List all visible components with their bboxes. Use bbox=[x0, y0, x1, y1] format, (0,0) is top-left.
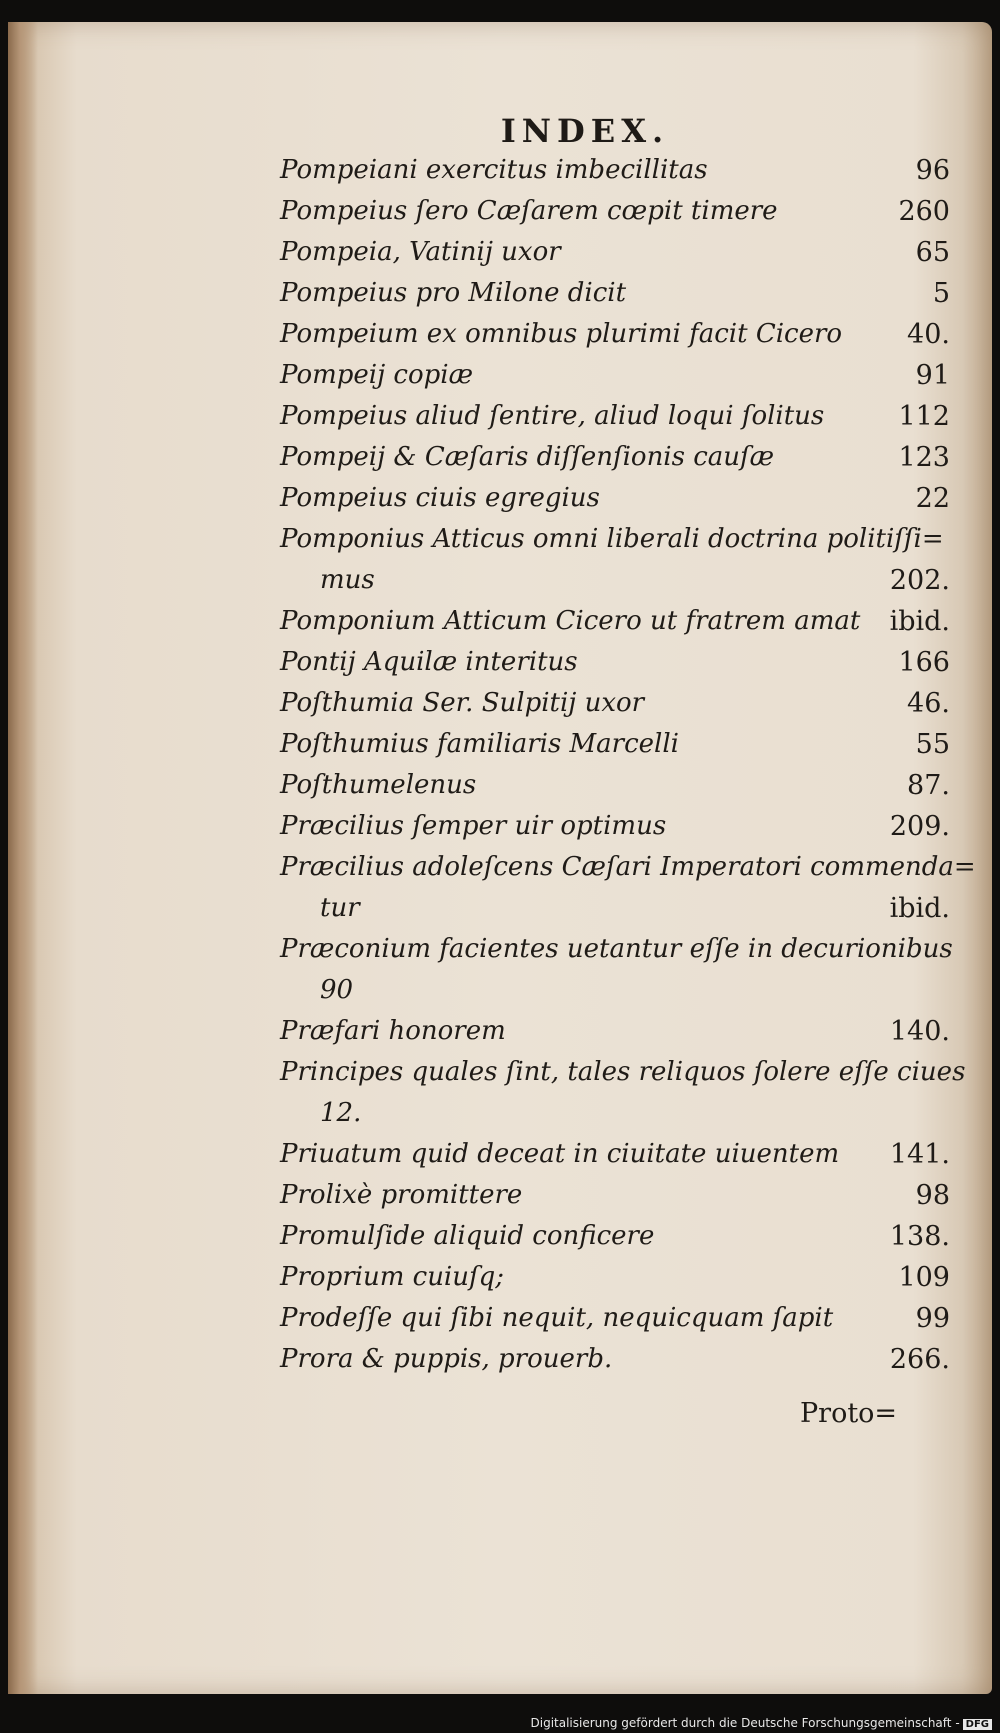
entry-text: Pompeiani exercitus imbecillitas bbox=[280, 155, 708, 185]
entry-text: Præcilius ſemper uir optimus bbox=[280, 811, 667, 841]
entry-text: Pompeius ciuis egregius bbox=[280, 483, 600, 513]
index-entry bbox=[280, 847, 976, 888]
dfg-logo: DFG bbox=[963, 1719, 992, 1730]
entry-page-number: 99 bbox=[915, 1303, 950, 1334]
entry-page-number: 40. bbox=[907, 319, 950, 350]
entry-page-number: 55 bbox=[915, 729, 950, 760]
entry-page-number: ibid. bbox=[889, 893, 950, 924]
digitization-credit bbox=[531, 1716, 993, 1730]
entry-text: Pomponium Atticum Cicero ut fratrem amat bbox=[280, 606, 861, 636]
entry-page-number: 202. bbox=[889, 565, 950, 596]
entry-text: Pompeius aliud ſentire, aliud loqui ſolitus bbox=[280, 401, 825, 431]
entry-text: mus bbox=[320, 565, 375, 595]
entry-page-number: 140. bbox=[889, 1016, 950, 1047]
index-entry bbox=[280, 765, 950, 806]
entry-text: Præfari honorem bbox=[280, 1016, 506, 1046]
entry-text: Promulſide aliquid conficere bbox=[280, 1221, 655, 1251]
entry-page-number: 112 bbox=[898, 401, 950, 432]
entry-text: Priuatum quid deceat in ciuitate uiuentem bbox=[280, 1139, 840, 1169]
index-entry bbox=[280, 806, 950, 847]
entry-text: Prora & puppis, prouerb. bbox=[280, 1344, 613, 1374]
entry-page-number: 46. bbox=[907, 688, 950, 719]
index-entry bbox=[280, 355, 950, 396]
page-title: INDEX. bbox=[500, 112, 670, 150]
entry-page-number: 123 bbox=[898, 442, 950, 473]
entry-text: Poſthumia Ser. Sulpitij uxor bbox=[280, 688, 645, 718]
index-entry bbox=[280, 437, 950, 478]
index-entry bbox=[280, 724, 950, 765]
entry-page-number: 5 bbox=[932, 278, 950, 309]
page-gutter bbox=[8, 22, 38, 1694]
entry-text: Præconium facientes uetantur eſſe in decurionibus bbox=[280, 934, 953, 964]
index-entry bbox=[280, 1011, 950, 1052]
entry-text: Pontij Aquilæ interitus bbox=[280, 647, 578, 677]
index-entry bbox=[280, 1257, 950, 1298]
index-entry bbox=[280, 601, 950, 642]
entry-text: Pompeium ex omnibus plurimi facit Cicero bbox=[280, 319, 843, 349]
entry-text: Pompeij & Cæſaris diſſenſionis cauſæ bbox=[280, 442, 775, 472]
index-entry bbox=[280, 1298, 950, 1339]
index-entry bbox=[280, 478, 950, 519]
entry-text: Principes quales ſint, tales reliquos ſolere eſſe ciues bbox=[280, 1057, 966, 1087]
entry-text: tur bbox=[320, 893, 360, 923]
entry-page-number: ibid. bbox=[889, 606, 950, 637]
entry-text: 90 bbox=[320, 975, 354, 1005]
index-entry bbox=[280, 1339, 950, 1380]
entry-text: Pompeia, Vatinij uxor bbox=[280, 237, 561, 267]
index-entry bbox=[280, 888, 950, 929]
entry-text: Prodeſſe qui ſibi nequit, nequicquam ſapit bbox=[280, 1303, 834, 1333]
index-entry bbox=[280, 1134, 950, 1175]
entry-text: Pompeij copiæ bbox=[280, 360, 474, 390]
credit-text: Digitalisierung gefördert durch die Deutsche Forschungsgemeinschaft - bbox=[530, 1716, 960, 1730]
entry-page-number: 96 bbox=[915, 155, 950, 186]
entry-page-number: 91 bbox=[915, 360, 950, 391]
entry-page-number: 65 bbox=[915, 237, 950, 268]
index-entry bbox=[280, 929, 953, 970]
index-entry bbox=[280, 1216, 950, 1257]
index-entry bbox=[280, 314, 950, 355]
entry-page-number: 141. bbox=[889, 1139, 950, 1170]
index-entry bbox=[280, 273, 950, 314]
entry-text: Poſthumius familiaris Marcelli bbox=[280, 729, 680, 759]
entry-page-number: 87. bbox=[907, 770, 950, 801]
entry-text: Prolixè promittere bbox=[280, 1180, 523, 1210]
entry-page-number: 166 bbox=[898, 647, 950, 678]
index-entry bbox=[280, 1052, 966, 1093]
index-entry bbox=[280, 683, 950, 724]
entry-text: Proprium cuiuſq; bbox=[280, 1262, 505, 1292]
index-entry bbox=[280, 642, 950, 683]
entry-page-number: 98 bbox=[915, 1180, 950, 1211]
index-list bbox=[280, 150, 976, 1380]
index-entry bbox=[280, 1093, 950, 1134]
entry-page-number: 22 bbox=[915, 483, 950, 514]
index-entry bbox=[280, 150, 950, 191]
entry-page-number: 138. bbox=[889, 1221, 950, 1252]
index-entry bbox=[280, 191, 950, 232]
catchword: Proto= bbox=[800, 1398, 898, 1429]
index-entry bbox=[280, 396, 950, 437]
entry-text: Pompeius ſero Cæſarem cœpit timere bbox=[280, 196, 778, 226]
index-entry bbox=[280, 232, 950, 273]
index-entry bbox=[280, 519, 950, 560]
entry-text: Poſthumelenus bbox=[280, 770, 477, 800]
entry-page-number: 260 bbox=[898, 196, 950, 227]
entry-page-number: 109 bbox=[898, 1262, 950, 1293]
entry-text: Præcilius adoleſcens Cæſari Imperatori commenda= bbox=[280, 852, 976, 882]
entry-page-number: 209. bbox=[889, 811, 950, 842]
entry-text: 12. bbox=[320, 1098, 362, 1128]
index-entry bbox=[280, 1175, 950, 1216]
entry-text: Pomponius Atticus omni liberali doctrina politiſſi= bbox=[280, 524, 944, 554]
index-entry bbox=[280, 970, 950, 1011]
entry-text: Pompeius pro Milone dicit bbox=[280, 278, 627, 308]
entry-page-number: 266. bbox=[889, 1344, 950, 1375]
index-entry bbox=[280, 560, 950, 601]
